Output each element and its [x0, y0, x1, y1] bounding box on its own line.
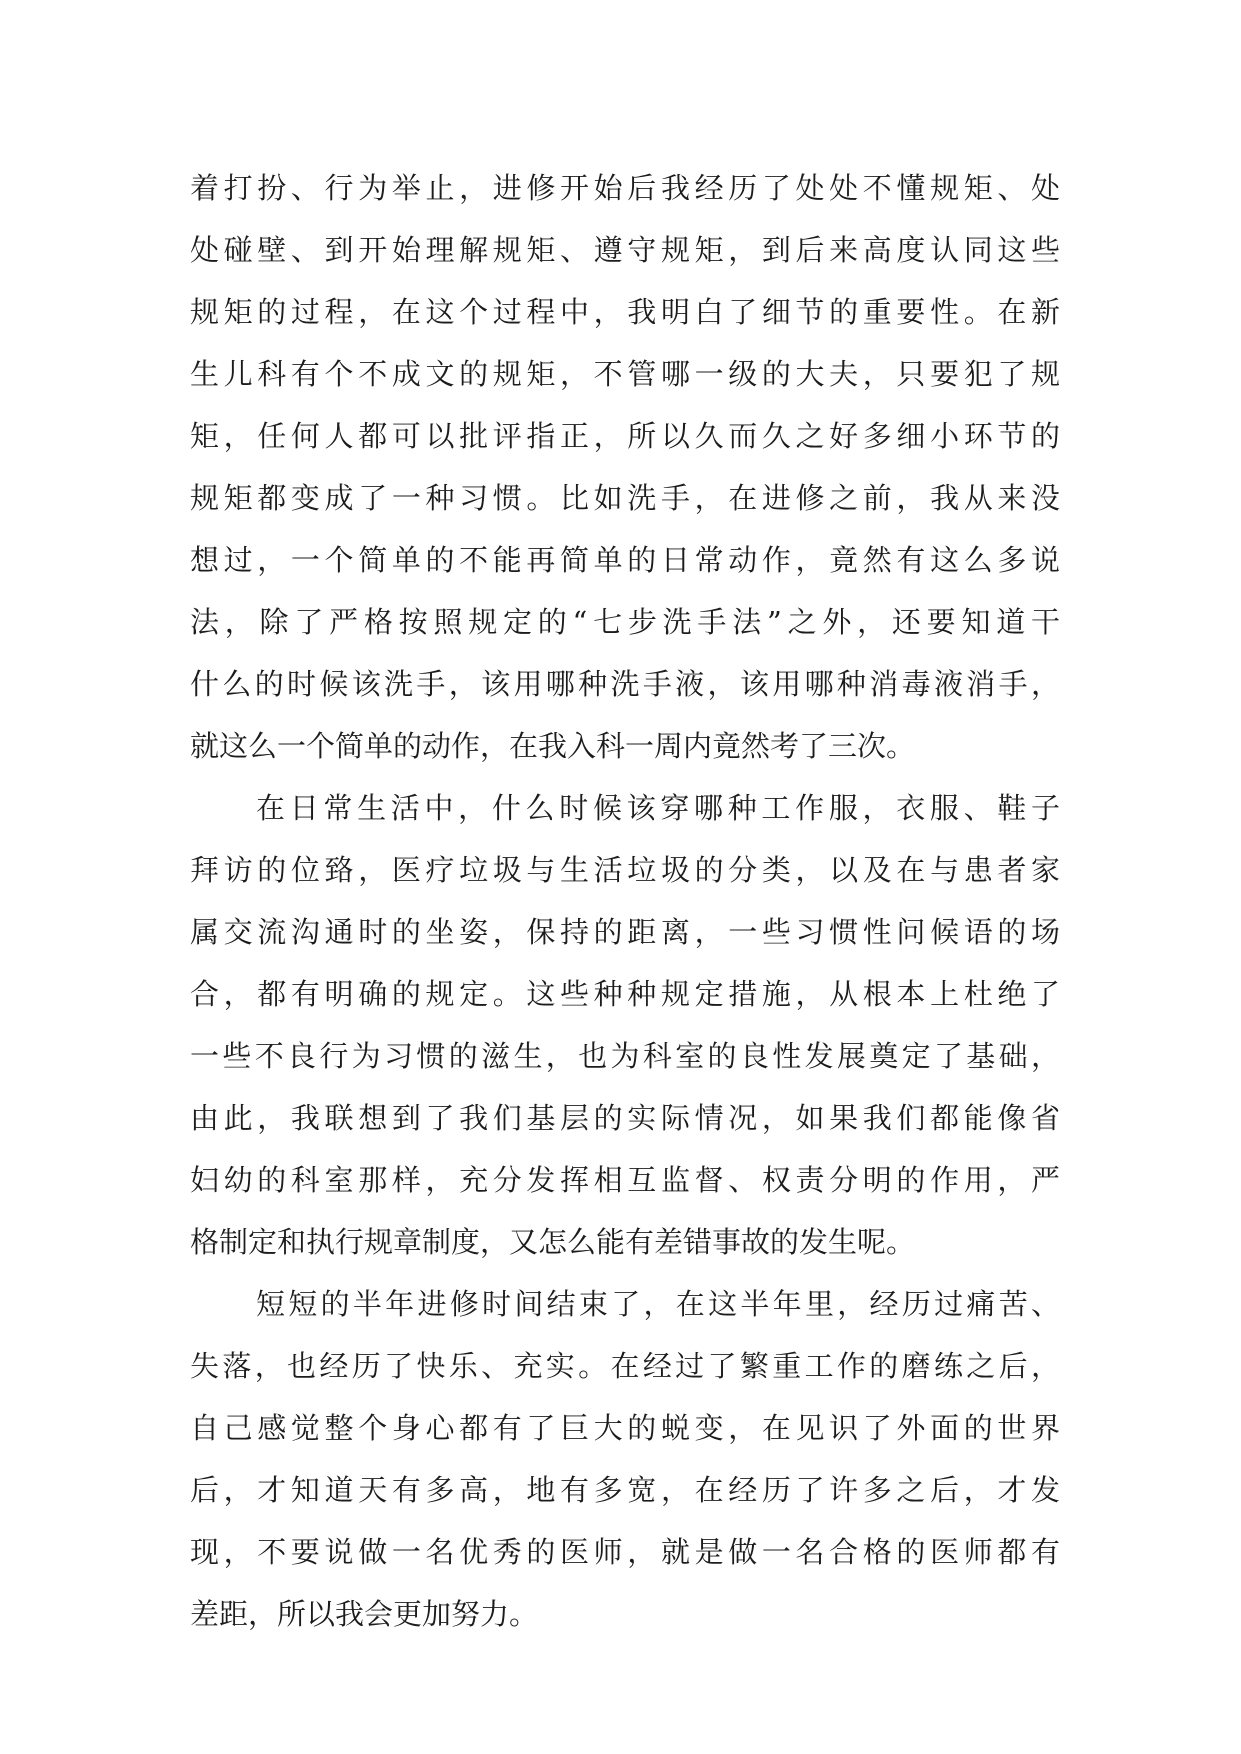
text-line: 规矩的过程，在这个过程中，我明白了细节的重要性。在新: [190, 295, 1060, 329]
text-line: 生儿科有个不成文的规矩，不管哪一级的大夫，只要犯了规: [190, 357, 1060, 391]
text-line: 合，都有明确的规定。这些种种规定措施，从根本上杜绝了: [190, 977, 1060, 1011]
text-line: 就这么一个简单的动作，在我入科一周内竟然考了三次。: [190, 729, 916, 763]
text-line: 一些不良行为习惯的滋生，也为科室的良性发展奠定了基础，: [190, 1039, 1060, 1073]
paragraph-3: [190, 1273, 1060, 1645]
text-line: 规矩都变成了一种习惯。比如洗手，在进修之前，我从来没: [190, 481, 1060, 515]
text-line: 想过，一个简单的不能再简单的日常动作，竟然有这么多说: [190, 543, 1060, 577]
text-line: 格制定和执行规章制度，又怎么能有差错事故的发生呢。: [190, 1225, 916, 1259]
document-body: [190, 157, 1060, 1645]
text-line: 矩，任何人都可以批评指正，所以久而久之好多细小环节的: [190, 419, 1060, 453]
text-line: 法，除了严格按照规定的“七步洗手法”之外，还要知道干: [190, 605, 1060, 639]
text-line: 由此，我联想到了我们基层的实际情况，如果我们都能像省: [190, 1101, 1060, 1135]
paragraph-1: [190, 157, 1060, 777]
text-line: 属交流沟通时的坐姿，保持的距离，一些习惯性问候语的场: [190, 915, 1060, 949]
text-line: 着打扮、行为举止，进修开始后我经历了处处不懂规矩、处: [190, 171, 1060, 205]
text-line: 拜访的位臵，医疗垃圾与生活垃圾的分类，以及在与患者家: [190, 853, 1060, 887]
text-line: 后，才知道天有多高，地有多宽，在经历了许多之后，才发: [190, 1473, 1060, 1507]
paragraph-2: [190, 777, 1060, 1273]
text-line: 短短的半年进修时间结束了，在这半年里，经历过痛苦、: [256, 1287, 1060, 1321]
text-line: 什么的时候该洗手，该用哪种洗手液，该用哪种消毒液消手，: [190, 667, 1060, 701]
text-line: 失落，也经历了快乐、充实。在经过了繁重工作的磨练之后，: [190, 1349, 1060, 1383]
text-line: 妇幼的科室那样，充分发挥相互监督、权责分明的作用，严: [190, 1163, 1060, 1197]
text-line: 差距，所以我会更加努力。: [190, 1597, 539, 1631]
text-line: 处碰壁、到开始理解规矩、遵守规矩，到后来高度认同这些: [190, 233, 1060, 267]
text-line: 自己感觉整个身心都有了巨大的蜕变，在见识了外面的世界: [190, 1411, 1060, 1445]
text-line: 在日常生活中，什么时候该穿哪种工作服，衣服、鞋子: [256, 791, 1060, 825]
text-line: 现，不要说做一名优秀的医师，就是做一名合格的医师都有: [190, 1535, 1060, 1569]
